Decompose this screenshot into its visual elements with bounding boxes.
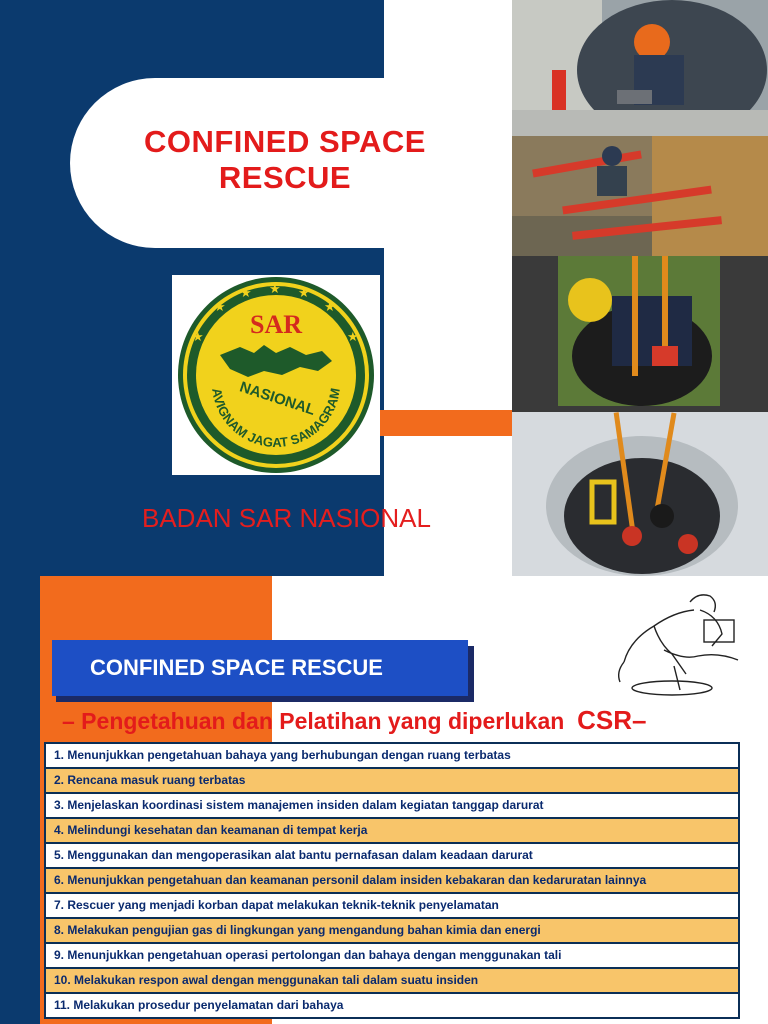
svg-text:★: ★ xyxy=(192,330,204,345)
slide-title-line1: CONFINED SPACE xyxy=(143,124,426,159)
heading-csr: CSR– xyxy=(577,705,647,735)
table-row: 7. Rescuer yang menjadi korban dapat melakukan teknik-teknik penyelamatan xyxy=(46,894,738,917)
table-row: 6. Menunjukkan pengetahuan dan keamanan personil dalam insiden kebakaran dan kedaruratan lainnya xyxy=(46,869,738,892)
logo-middle-text: NASIONAL xyxy=(237,378,318,419)
sar-logo xyxy=(172,275,380,475)
slide-title xyxy=(100,124,470,196)
svg-text:★: ★ xyxy=(214,300,226,315)
navy-side-strip xyxy=(0,576,40,1024)
logo-top-text: SAR xyxy=(249,310,303,339)
trench-shoring-photo xyxy=(512,136,768,256)
svg-text:★: ★ xyxy=(269,282,281,297)
manhole-descent-photo xyxy=(512,412,768,576)
table-row: 5. Menggunakan dan mengoperasikan alat bantu pernafasan dalam keadaan darurat xyxy=(46,844,738,867)
table-row: 1. Menunjukkan pengetahuan bahaya yang berhubungan dengan ruang terbatas xyxy=(46,744,738,767)
worker-sketch-illustration xyxy=(604,580,754,698)
svg-text:★: ★ xyxy=(298,286,310,301)
manhole-rescue-photo xyxy=(512,256,768,412)
table-row: 9. Menunjukkan pengetahuan operasi pertolongan dan bahaya dengan menggunakan tali xyxy=(46,944,738,967)
table-row: 11. Melakukan prosedur penyelamatan dari bahaya xyxy=(46,994,738,1017)
rescuer-helmet-photo xyxy=(512,0,768,136)
requirements-table xyxy=(44,742,740,1019)
svg-text:★: ★ xyxy=(240,286,252,301)
section-heading xyxy=(62,705,646,736)
table-row: 3. Menjelaskan koordinasi sistem manajemen insiden dalam kegiatan tanggap darurat xyxy=(46,794,738,817)
heading-main: – Pengetahuan dan Pelatihan yang diperlukan xyxy=(62,708,565,734)
svg-text:★: ★ xyxy=(324,300,336,315)
svg-text:★: ★ xyxy=(347,330,359,345)
orange-accent-bar xyxy=(380,410,512,436)
agency-name: BADAN SAR NASIONAL xyxy=(142,503,431,533)
table-row: 8. Melakukan pengujian gas di lingkungan yang mengandung bahan kimia dan energi xyxy=(46,919,738,942)
table-row: 2. Rencana masuk ruang terbatas xyxy=(46,769,738,792)
subtitle-box: CONFINED SPACE RESCUE xyxy=(52,640,468,696)
slide-title-line2: RESCUE xyxy=(218,160,352,195)
table-row: 4. Melindungi kesehatan dan keamanan di tempat kerja xyxy=(46,819,738,842)
logo-ring-text: AVIGNAM JAGAT SAMAGRAM xyxy=(209,386,343,451)
table-row: 10. Melakukan respon awal dengan menggunakan tali dalam suatu insiden xyxy=(46,969,738,992)
